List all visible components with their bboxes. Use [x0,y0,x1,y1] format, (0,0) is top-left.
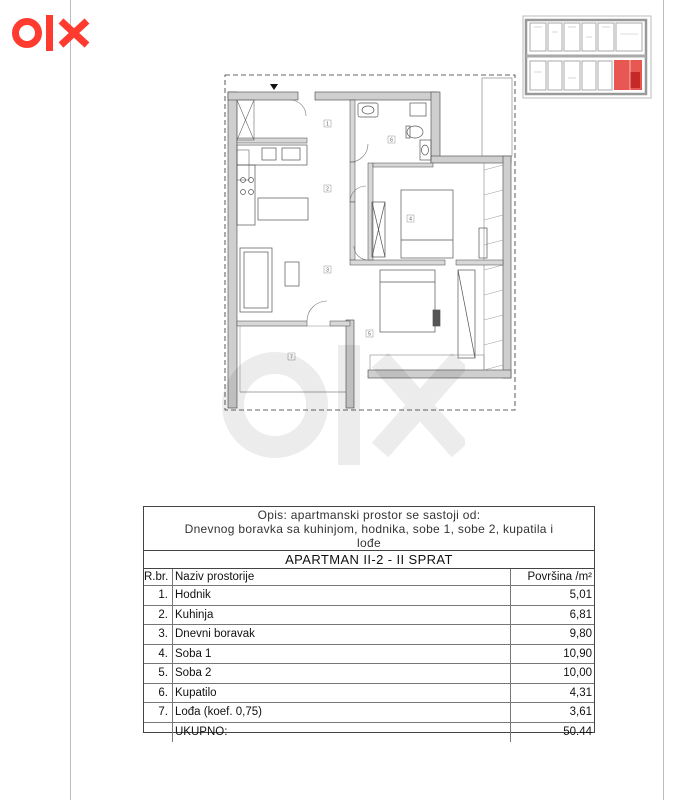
room-area: 6,81 [569,608,592,621]
total-area: 50.44 [563,725,592,738]
table-row [144,664,594,684]
page-margin-left [70,0,71,800]
room-number: 1. [144,586,173,605]
plan-label-4: 4 [409,216,412,223]
header-number: R.br. [144,569,173,585]
room-area: 5,01 [569,589,592,601]
table-row [144,703,594,723]
table-row [144,625,594,645]
table-row [144,645,594,665]
plan-label-6: 6 [390,137,393,144]
description-line: Dnevnog boravka sa kuhinjom, hodnika, sobe 1, sobe 2, kupatila i [184,522,554,536]
table-total-row [144,723,594,743]
room-name: Soba 2 [173,664,511,683]
olx-logo[interactable] [10,13,96,53]
room-name: Soba 1 [173,645,511,664]
room-area: 4,31 [569,686,592,699]
room-area-table [143,506,595,738]
room-name: Kupatilo [173,684,511,703]
room-name: Hodnik [173,586,511,605]
room-area: 10,90 [563,647,592,660]
room-area: 10,00 [563,667,592,679]
plan-label-1: 1 [326,121,329,128]
olx-watermark [220,340,465,470]
total-label: UKUPNO: [173,723,511,743]
room-name: Dnevni boravak [173,625,511,644]
table-header-row [144,569,594,586]
plan-label-5: 5 [368,331,371,338]
page-margin-right [663,0,664,800]
room-number: 3. [144,625,173,644]
total-number-cell [144,723,173,743]
room-number: 7. [144,703,173,722]
plan-label-3: 3 [326,267,329,274]
room-number: 2. [144,606,173,625]
apartment-title: APARTMAN II-2 - II SPRAT [144,551,594,569]
header-area: Površina /m² [527,571,592,583]
room-area: 9,80 [569,628,592,640]
table-row [144,606,594,626]
room-number: 4. [144,645,173,664]
table-row [144,684,594,704]
room-name: Kuhinja [173,606,511,625]
table-row [144,586,594,606]
description-line: Opis: apartmanski prostor se sastoji od: [257,508,481,522]
plan-label-7: 7 [290,354,293,361]
header-name: Naziv prostorije [173,569,511,585]
description-line: lođe [357,536,381,550]
room-name: Lođa (koef. 0,75) [173,703,511,722]
building-key-plan [522,12,652,100]
room-area: 3,61 [569,706,592,718]
room-number: 6. [144,684,173,703]
apartment-description [144,507,594,551]
plan-label-2: 2 [326,186,329,193]
room-number: 5. [144,664,173,683]
